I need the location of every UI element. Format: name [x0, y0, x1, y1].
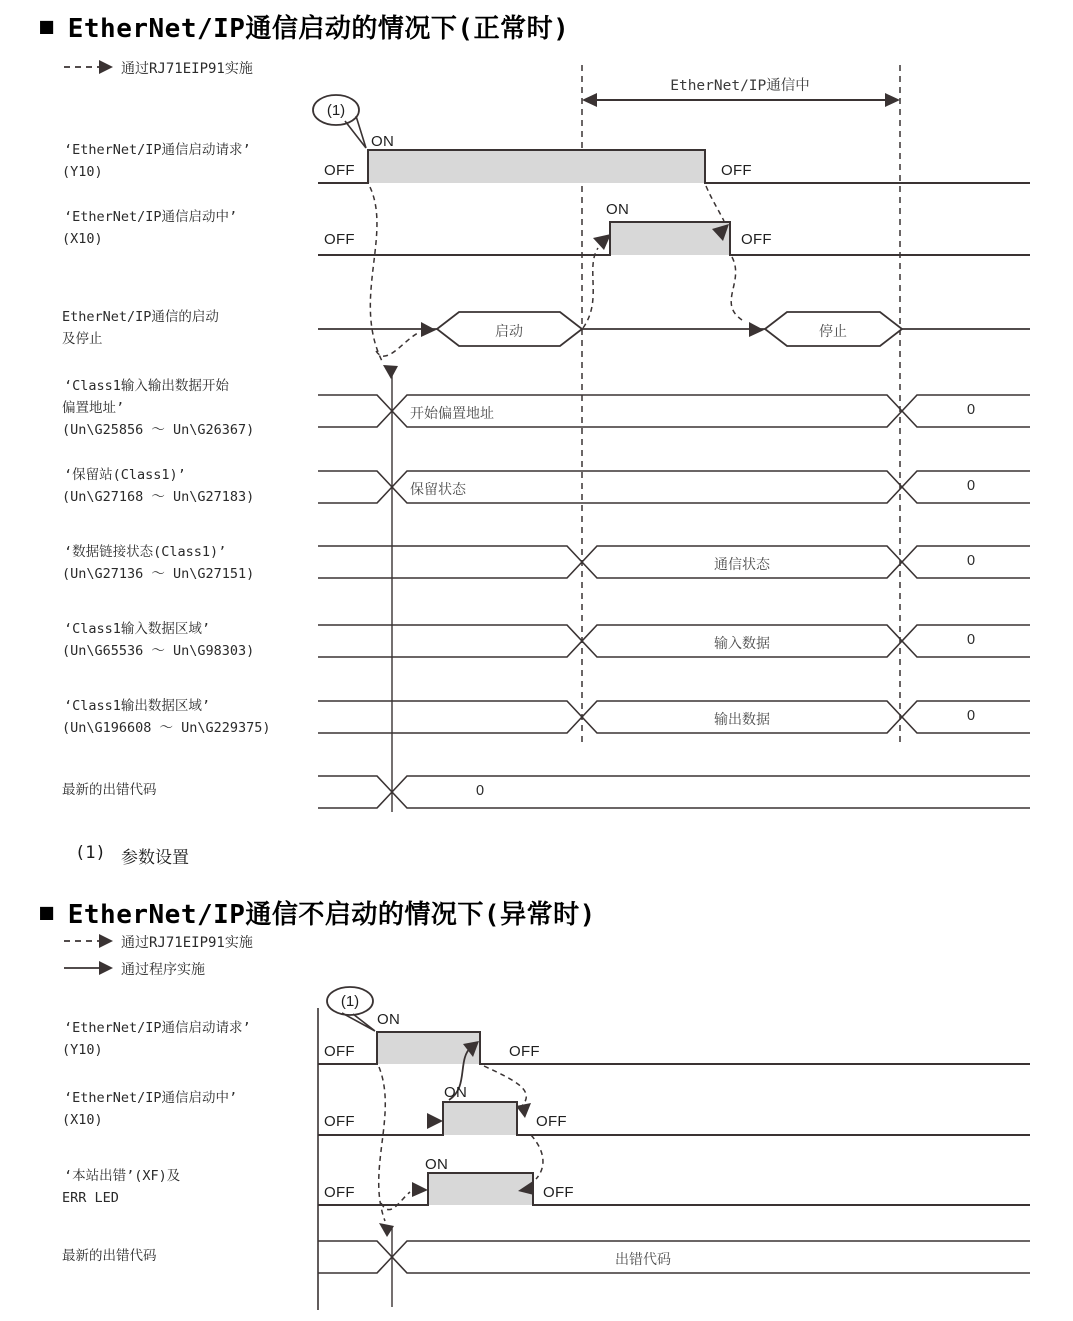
- s1-start-stop-line: [318, 312, 1030, 346]
- s2-row3-label: ‘本站出错’(XF)及: [64, 1168, 181, 1184]
- section2-title: [40, 894, 596, 931]
- s1-row5-label: ‘保留站(Class1)’: [64, 467, 186, 483]
- s1-footnote-text: 参数设置: [121, 848, 189, 868]
- s1-x10-on: ON: [606, 201, 630, 218]
- s1-row9-value: 0: [475, 783, 485, 799]
- s1-comm-range-arrow: [582, 93, 900, 107]
- section1-bullet-icon: ■: [40, 13, 54, 39]
- s2-y10-on: ON: [377, 1011, 401, 1028]
- s1-row7-register-range: (Un\G65536 ～ Un\G98303): [62, 643, 255, 659]
- section2-legend-item-solid: 通过程序实施: [121, 962, 205, 978]
- section2-legend-item-dashed: 通过RJ71EIP91实施: [121, 935, 253, 951]
- section1-title-text: EtherNet/IP通信启动的情况下(正常时): [67, 14, 570, 44]
- section2-title-text: EtherNet/IP通信不启动的情况下(异常时): [67, 900, 596, 930]
- s2-row3-label2: ERR LED: [62, 1190, 119, 1206]
- s2-bus-error-code: [318, 1241, 1030, 1273]
- s2-flow-arrowheads: [379, 1041, 534, 1237]
- section1-legend-item: 通过RJ71EIP91实施: [121, 61, 253, 77]
- s1-x10-off-right: OFF: [741, 231, 772, 248]
- s2-y10-pulse: [318, 1032, 1030, 1064]
- s2-error-code-bus-label: 出错代码: [615, 1252, 671, 1268]
- s1-row4-label: ‘Class1输入输出数据开始: [64, 378, 229, 394]
- s1-legend-arrow-dashed: [64, 60, 113, 74]
- s2-row2-sublabel: (X10): [62, 1112, 103, 1128]
- s1-row4-register-range: (Un\G25856 ～ Un\G26367): [62, 422, 255, 438]
- s1-y10-pulse: [318, 150, 1030, 183]
- s1-stop-hexagon-label: 停止: [819, 324, 847, 340]
- s1-row7-label: ‘Class1输入数据区域’: [64, 621, 211, 637]
- s1-row2-sublabel: (X10): [62, 231, 103, 247]
- s1-row6-value: 0: [966, 553, 976, 569]
- s2-callout-label: (1): [340, 993, 360, 1010]
- s1-x10-pulse: [318, 222, 1030, 255]
- s2-xf-off-right: OFF: [543, 1184, 574, 1201]
- s1-row5-value: 0: [966, 478, 976, 494]
- s1-row1-label: ‘EtherNet/IP通信启动请求’: [64, 142, 251, 158]
- s1-y10-off-left: OFF: [324, 162, 355, 179]
- s1-row8-value: 0: [966, 708, 976, 724]
- s1-output-data-bus-label: 输出数据: [714, 712, 770, 728]
- s1-row3-label2: 及停止: [62, 331, 103, 347]
- s1-row6-label: ‘数据链接状态(Class1)’: [64, 544, 227, 560]
- s1-row8-register-range: (Un\G196608 ～ Un\G229375): [62, 720, 271, 736]
- s1-start-arrowhead: [421, 322, 436, 337]
- s1-row1-sublabel: (Y10): [62, 164, 103, 180]
- s1-row3-label: EtherNet/IP通信的启动: [62, 309, 219, 325]
- s2-y10-off-right: OFF: [509, 1043, 540, 1060]
- s2-row4-label: 最新的出错代码: [62, 1248, 157, 1264]
- s1-row6-register-range: (Un\G27136 ～ Un\G27151): [62, 566, 255, 582]
- s1-bus-output-data: [318, 701, 1030, 733]
- section1-title: [40, 8, 569, 45]
- s1-y10-off-right: OFF: [721, 162, 752, 179]
- s1-bus-input-data: [318, 625, 1030, 657]
- s1-bus-datalink-status: [318, 546, 1030, 578]
- s1-comm-range-label: EtherNet/IP通信中: [670, 78, 810, 94]
- s1-offset-address-bus-label: 开始偏置地址: [410, 406, 494, 422]
- s2-x10-on: ON: [444, 1084, 468, 1101]
- s1-row4-value: 0: [966, 402, 976, 418]
- s2-x10-off-right: OFF: [536, 1113, 567, 1130]
- s2-legend-arrow-solid: [64, 961, 113, 975]
- s2-row2-label: ‘EtherNet/IP通信启动中’: [64, 1090, 238, 1106]
- s1-datalink-status-bus-label: 通信状态: [714, 557, 770, 573]
- s1-row4-label2: 偏置地址’: [62, 400, 125, 416]
- s1-row5-register-range: (Un\G27168 ～ Un\G27183): [62, 489, 255, 505]
- s1-callout-label: (1): [326, 102, 346, 119]
- s1-input-data-bus-label: 输入数据: [714, 636, 770, 652]
- s1-footnote-number: (1): [75, 843, 106, 863]
- s1-row9-label: 最新的出错代码: [62, 782, 157, 798]
- s1-row7-value: 0: [966, 632, 976, 648]
- section2-bullet-icon: ■: [40, 899, 54, 925]
- s2-xf-on: ON: [425, 1156, 449, 1173]
- s1-bus-error-code: [318, 776, 1030, 808]
- s2-x10-pulse: [318, 1102, 1030, 1135]
- s1-reserved-bus-label: 保留状态: [410, 482, 466, 498]
- s2-row1-sublabel: (Y10): [62, 1042, 103, 1058]
- s1-start-hexagon-label: 启动: [495, 324, 523, 340]
- s2-x10-off-left: OFF: [324, 1113, 355, 1130]
- s2-row1-label: ‘EtherNet/IP通信启动请求’: [64, 1020, 251, 1036]
- s2-legend-arrow-dashed: [64, 934, 113, 948]
- s1-stop-arrowhead: [749, 322, 764, 337]
- s1-x10-off-left: OFF: [324, 231, 355, 248]
- s2-y10-off-left: OFF: [324, 1043, 355, 1060]
- s2-xf-off-left: OFF: [324, 1184, 355, 1201]
- s1-row8-label: ‘Class1输出数据区域’: [64, 698, 211, 714]
- s1-y10-on: ON: [371, 133, 395, 150]
- s1-row2-label: ‘EtherNet/IP通信启动中’: [64, 209, 238, 225]
